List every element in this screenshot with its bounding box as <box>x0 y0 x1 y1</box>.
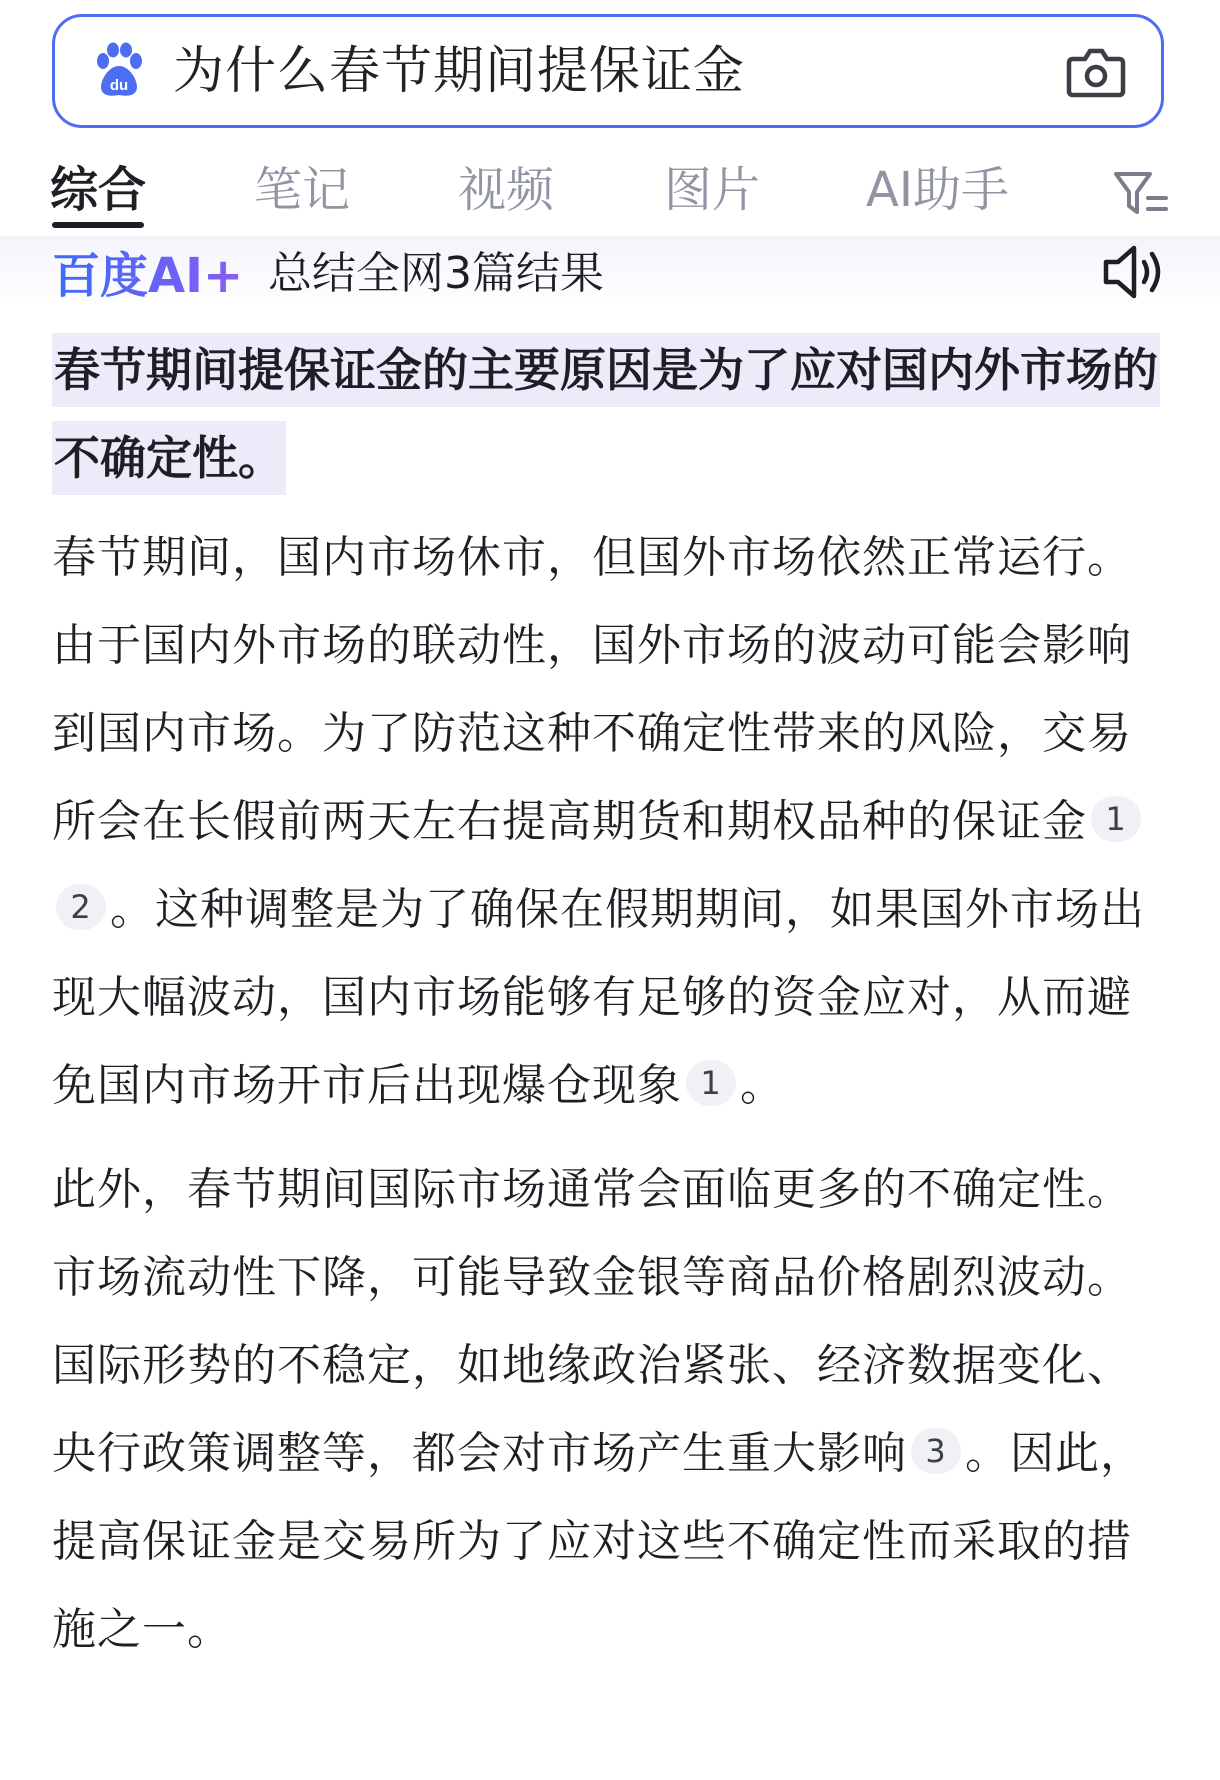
filter-icon[interactable] <box>1112 168 1170 220</box>
answer-headline: 春节期间提保证金的主要原因是为了应对国内外市场的不确定性。 <box>52 326 1172 502</box>
answer-paragraph-2: 此外，春节期间国际市场通常会面临更多的不确定性。市场流动性下降，可能导致金银等商品价格剧烈波动。国际形势的不稳定，如地缘政治紧张、经济数据变化、央行政策调整等，都会对市场产生重大影响 3 。因此，提高保证金是交易所为了应对这些不确定性而采取的措施之一。 <box>52 1164 1145 1655</box>
baidu-ai-logo <box>52 246 252 302</box>
citation-badge[interactable]: 1 <box>1091 796 1141 842</box>
ai-summary-label: 总结全网3篇结果 <box>268 248 604 299</box>
speaker-icon[interactable] <box>1100 242 1166 302</box>
active-tab-indicator <box>52 222 144 228</box>
ai-answer <box>52 326 1172 1674</box>
camera-icon[interactable] <box>1065 43 1127 101</box>
baidu-paw-logo-icon <box>89 41 149 101</box>
svg-text:du: du <box>109 77 129 94</box>
search-input[interactable]: 为什么春节期间提保证金 <box>173 42 746 101</box>
citation-badge[interactable]: 3 <box>911 1428 961 1474</box>
tab-images[interactable]: 图片 <box>664 162 761 218</box>
search-box[interactable] <box>52 14 1164 128</box>
tab-ai-assistant[interactable]: AI助手 <box>866 162 1009 218</box>
svg-text:百度AI+: 百度AI+ <box>52 248 244 302</box>
citation-badge[interactable]: 1 <box>686 1060 736 1106</box>
ai-summary-header <box>0 236 1220 308</box>
tab-notes[interactable]: 笔记 <box>254 162 351 218</box>
citation-badge[interactable]: 2 <box>56 884 106 930</box>
tab-comprehensive[interactable]: 综合 <box>50 162 147 218</box>
answer-paragraph-1: 春节期间，国内市场休市，但国外市场依然正常运行。由于国内外市场的联动性，国外市场的波动可能会影响到国内市场。为了防范这种不确定性带来的风险，交易所会在长假前两天左右提高期货和期权品种的保证金 12 。这种调整是为了确保在假期期间，如果国外市场出现大幅波动，国内市场能够有足够的资金应对，从而避免国内市场开市后出现爆仓现象 1 。 <box>52 532 1145 1111</box>
tab-bar <box>0 150 1220 230</box>
tab-videos[interactable]: 视频 <box>458 162 555 218</box>
